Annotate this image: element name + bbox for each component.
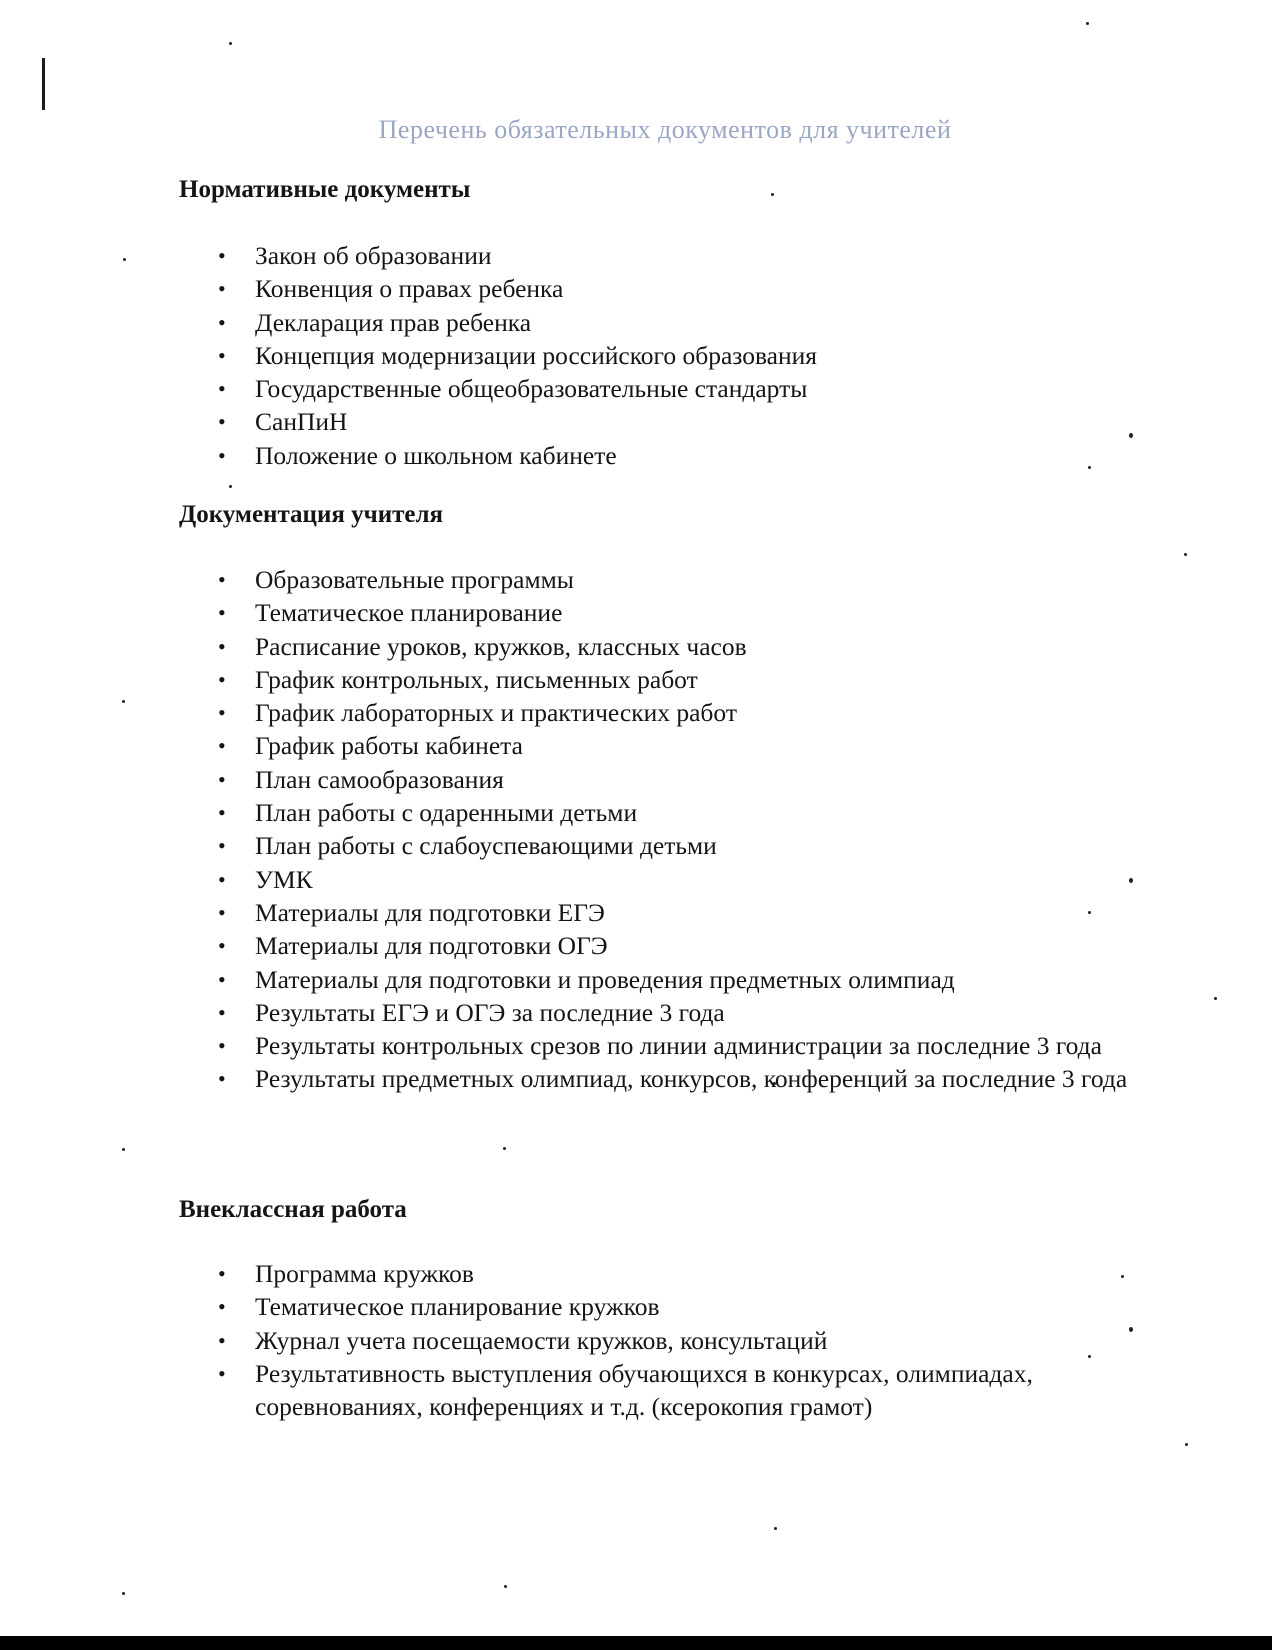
bullet-icon: • [218,800,226,826]
scan-speck [1086,22,1089,25]
scan-bottom-edge [0,1636,1272,1650]
scan-speck [1185,1443,1188,1446]
scan-speck [771,193,774,196]
list-item: • Государственные общеобразовательные стандарты [200,372,1160,405]
scan-speck [229,485,232,488]
section-heading-normative: Нормативные документы [179,176,471,203]
section-heading-teacher-docs: Документация учителя [179,501,444,528]
list-item: • Журнал учета посещаемости кружков, консультаций [200,1324,1160,1357]
list-item: • Результаты предметных олимпиад, конкурсов, конференций за последние 3 года [200,1062,1160,1095]
bullet-icon: • [218,1261,226,1286]
bullet-icon: • [218,899,226,925]
list-item: • План работы с слабоуспевающими детьми [200,829,1160,862]
list-item: • Тематическое планирование кружков [200,1290,1160,1323]
list-item: • Материалы для подготовки ОГЭ [200,929,1160,962]
bullet-icon: • [218,600,226,626]
list-item: • План самообразования [200,763,1160,796]
bullet-icon: • [218,309,226,335]
bullet-icon: • [218,966,226,992]
scan-speck [122,1148,125,1151]
list-item: • Результативность выступления обучающихся в конкурсах, олимпиадах, соревнованиях, конференциях и т.д. (ксерокопия грамот) [218,1358,1033,1422]
scan-speck [122,700,125,703]
list-item: • Положение о школьном кабинете [200,439,1160,472]
section-heading-extracurricular: Внеклассная работа [179,1196,407,1223]
list-item: • СанПиН [200,405,1160,438]
scan-speck [229,42,232,45]
bullet-icon: • [218,342,226,368]
bullet-icon: • [218,766,226,792]
list-item: • Образовательные программы [200,563,1160,596]
list-item: • Тематическое планирование [200,596,1160,629]
list-item: • Материалы для подготовки ЕГЭ [200,896,1160,929]
list-item: • Декларация прав ребенка [200,306,1160,339]
list-item: • Программа кружков [200,1257,1160,1290]
bullet-icon: • [218,866,226,892]
list-item: • График лабораторных и практических работ [200,696,1160,729]
scan-speck [774,1527,777,1530]
list-item: • Конвенция о правах ребенка [200,272,1160,305]
document-title: Перечень обязательных документов для учителей [378,115,952,144]
scan-margin-mark [42,58,45,110]
list-item: • График контрольных, письменных работ [200,663,1160,696]
list-item: • Результаты ЕГЭ и ОГЭ за последние 3 года [200,996,1160,1029]
scan-speck [1214,997,1217,1000]
bullet-icon: • [218,833,226,859]
list-item: • Концепция модернизации российского образования [200,339,1160,372]
bullet-icon: • [218,1066,226,1092]
bullet-icon: • [218,1033,226,1059]
bullet-icon: • [218,409,226,435]
bullet-icon: • [218,1327,226,1353]
list-item: • УМК [200,863,1160,896]
bullet-icon: • [218,567,226,592]
list-item: • Закон об образовании [200,239,1160,272]
extracurricular-work-list [200,1257,1160,1423]
scan-speck [122,1592,125,1595]
scan-speck [1184,553,1187,556]
bullet-icon: • [218,666,226,692]
scan-speck [504,1585,507,1588]
bullet-icon: • [218,243,226,268]
list-item: • Расписание уроков, кружков, классных часов [200,630,1160,663]
bullet-icon: • [218,276,226,302]
scan-speck [123,258,126,261]
bullet-icon: • [218,1294,226,1320]
list-item: • Результаты контрольных срезов по линии администрации за последние 3 года [200,1029,1160,1062]
bullet-icon: • [218,633,226,659]
scan-speck [503,1147,506,1150]
bullet-icon: • [218,700,226,726]
bullet-icon: • [218,933,226,959]
list-item: • График работы кабинета [200,729,1160,762]
normative-documents-list [200,239,1160,472]
bullet-icon: • [218,733,226,759]
list-item: • Материалы для подготовки и проведения предметных олимпиад [200,963,1160,996]
bullet-icon: • [218,999,226,1025]
list-item: • План работы с одаренными детьми [200,796,1160,829]
bullet-icon: • [218,376,226,402]
bullet-icon: • [218,442,226,468]
bullet-icon: • [218,1360,226,1386]
teacher-documentation-list [200,563,1160,1096]
